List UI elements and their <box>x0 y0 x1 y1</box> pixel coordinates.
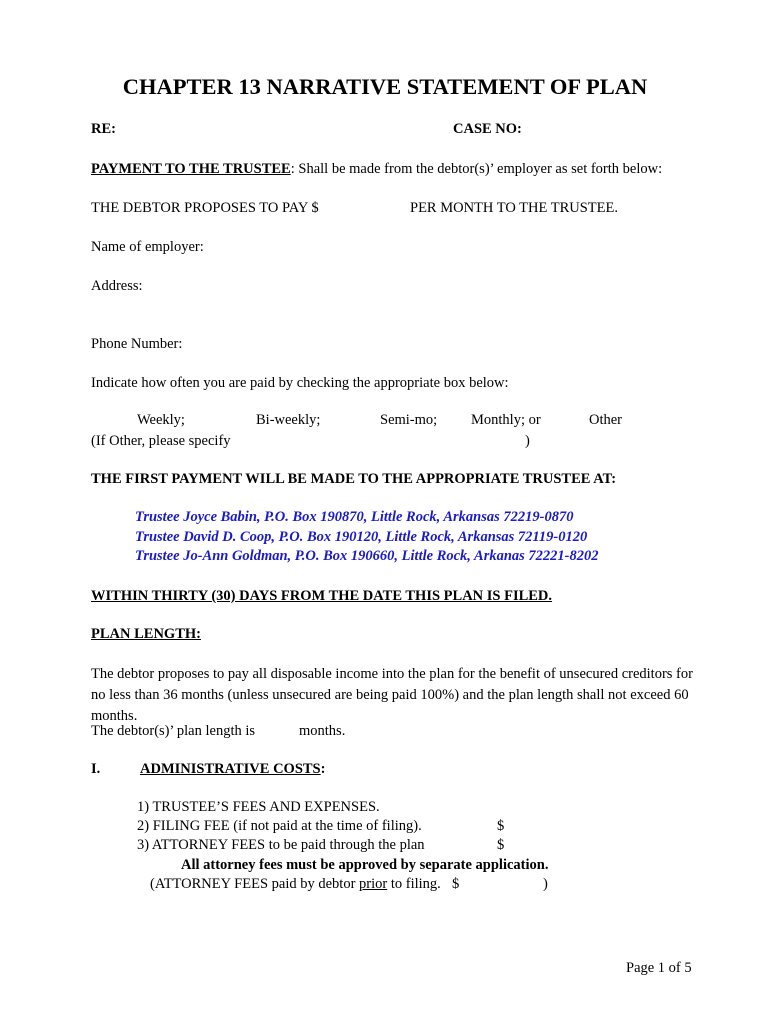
payment-to-trustee-line <box>91 161 662 178</box>
item-trustee-fees: 1) TRUSTEE’S FEES AND EXPENSES. <box>137 799 380 815</box>
plan-length-paragraph: The debtor proposes to pay all disposable income into the plan for the benefit of unsecured creditors for no less than 36 months (unless unsecured are being paid 100%) and the plan length shall not exceed 60 months. <box>91 666 693 724</box>
employer-label: Name of employer: <box>91 239 204 255</box>
attorney-fees-dollar: $ <box>497 837 505 853</box>
attorney-fees-prior-line <box>150 876 441 893</box>
trustee-goldman: Trustee Jo-Ann Goldman, P.O. Box 190660, Little Rock, Arkanas 72221-8202 <box>135 548 599 564</box>
prior-close-paren: ) <box>543 876 548 892</box>
prior-text-post: to filing. <box>387 876 441 892</box>
address-label: Address: <box>91 278 143 294</box>
prior-text-pre: (ATTORNEY FEES paid by debtor <box>150 876 360 892</box>
phone-label: Phone Number: <box>91 336 183 352</box>
proposes-right: PER MONTH TO THE TRUSTEE. <box>410 200 618 216</box>
administrative-costs-title: ADMINISTRATIVE COSTS <box>140 761 321 777</box>
case-no-label: CASE NO: <box>453 121 522 137</box>
attorney-approval-note: All attorney fees must be approved by separate application. <box>181 857 549 873</box>
proposes-left: THE DEBTOR PROPOSES TO PAY $ <box>91 200 319 216</box>
page-number: Page 1 of 5 <box>626 960 692 976</box>
frequency-biweekly: Bi-weekly; <box>256 412 321 428</box>
trustee-coop: Trustee David D. Coop, P.O. Box 190120, Little Rock, Arkansas 72119-0120 <box>135 529 588 545</box>
plan-length-label: The debtor(s)’ plan length is <box>91 723 256 739</box>
frequency-weekly: Weekly; <box>137 412 185 428</box>
payment-text: : Shall be made from the debtor(s)’ employer as set forth below: <box>290 161 663 177</box>
page-title: CHAPTER 13 NARRATIVE STATEMENT OF PLAN <box>122 74 648 99</box>
item-filing-fee: 2) FILING FEE (if not paid at the time of filing). <box>137 818 422 834</box>
administrative-costs-colon: : <box>320 761 326 777</box>
section-numeral: I. <box>91 761 101 777</box>
prior-word: prior <box>359 876 388 892</box>
prior-dollar: $ <box>452 876 460 892</box>
frequency-specify: (If Other, please specify <box>91 433 231 449</box>
filing-fee-dollar: $ <box>497 818 505 834</box>
administrative-costs-heading <box>140 761 325 778</box>
frequency-semimo: Semi-mo; <box>380 412 438 428</box>
payment-heading: PAYMENT TO THE TRUSTEE <box>91 161 291 177</box>
within-thirty-days: WITHIN THIRTY (30) DAYS FROM THE DATE THIS PLAN IS FILED. <box>91 588 553 604</box>
frequency-instruction: Indicate how often you are paid by checking the appropriate box below: <box>91 375 509 391</box>
trustee-babin: Trustee Joyce Babin, P.O. Box 190870, Little Rock, Arkansas 72219-0870 <box>135 509 574 525</box>
frequency-other: Other <box>589 412 623 428</box>
frequency-monthly: Monthly; or <box>471 412 541 428</box>
frequency-close-paren: ) <box>525 433 530 449</box>
item-attorney-fees: 3) ATTORNEY FEES to be paid through the plan <box>137 837 425 853</box>
re-label: RE: <box>91 121 116 137</box>
first-payment-heading: THE FIRST PAYMENT WILL BE MADE TO THE APPROPRIATE TRUSTEE AT: <box>91 471 617 487</box>
plan-length-heading: PLAN LENGTH: <box>91 626 201 642</box>
plan-length-months: months. <box>299 723 346 739</box>
